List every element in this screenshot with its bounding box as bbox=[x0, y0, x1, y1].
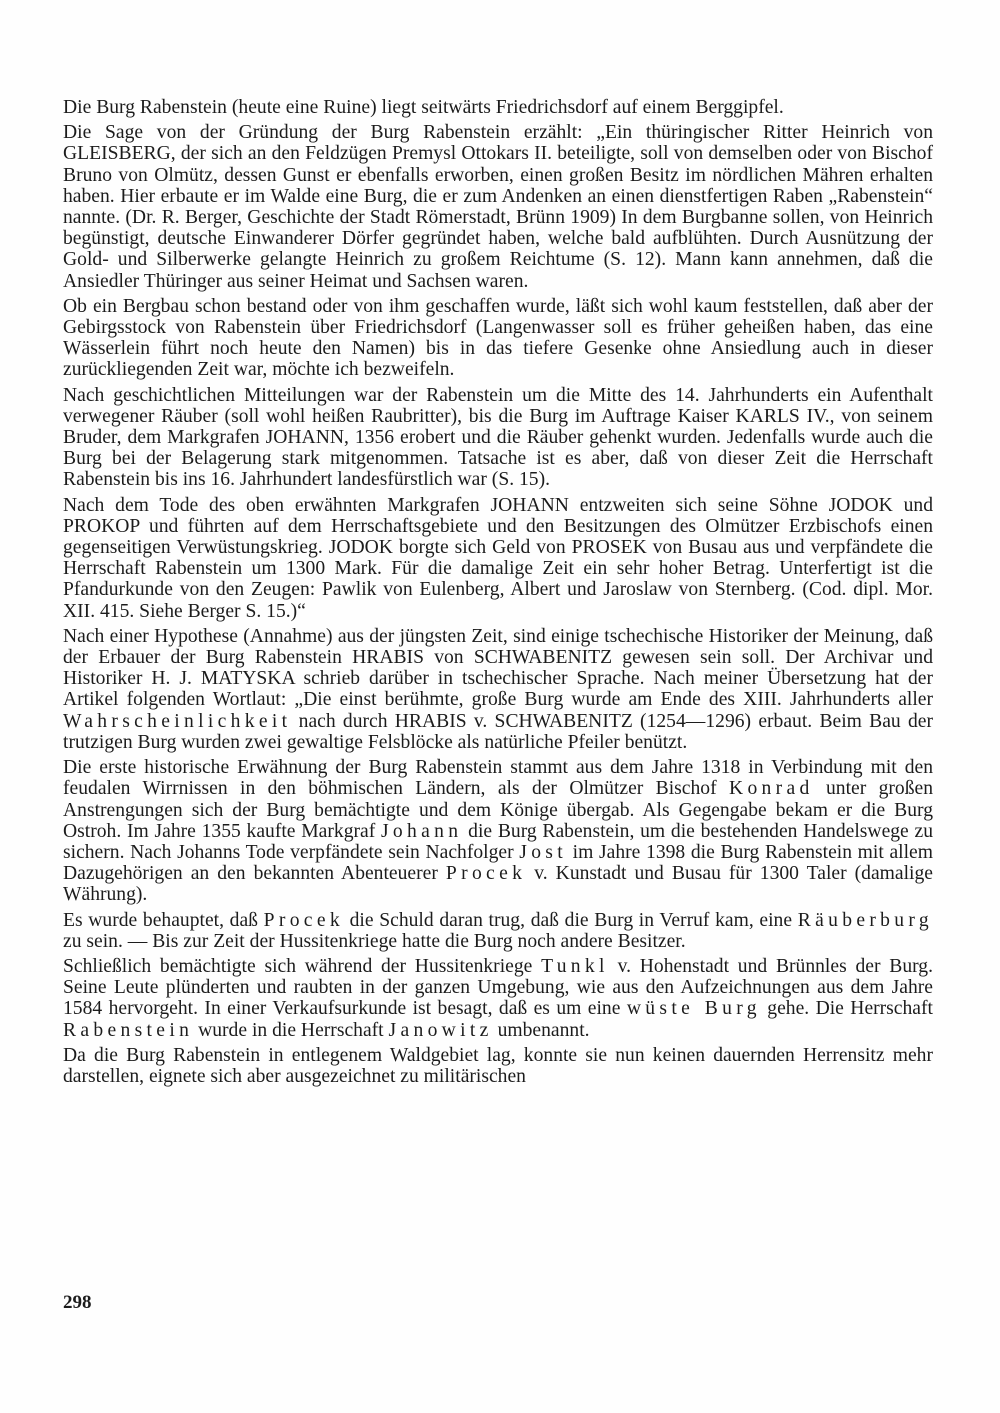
paragraph bbox=[63, 910, 933, 952]
paragraph bbox=[63, 1045, 933, 1087]
text-run: unter großen Anstrengungen sich der Burg bemächtigte und dem Könige übergab. Als Gegengabe bekam er die Burg Ostroh. Im Jahre 1355 kaufte Markgraf bbox=[63, 778, 934, 842]
spaced-emphasis: Räuberburg bbox=[797, 909, 933, 931]
spaced-emphasis: Janowitz bbox=[388, 1019, 493, 1041]
text-run: Es wurde behauptet, daß bbox=[63, 909, 264, 931]
body-text bbox=[63, 97, 933, 1091]
paragraph bbox=[63, 122, 933, 292]
spaced-emphasis: Wahrscheinlichkeit bbox=[63, 710, 292, 732]
text-run: Schließlich bemächtigte sich während der Hussitenkriege bbox=[63, 955, 542, 977]
text-run: Die erste historische Erwähnung der Burg Rabenstein stammt aus dem Jahre 1318 in Verbindung mit den feudalen Wirrnissen in den böhmischen Ländern, als der Olmützer Bischof bbox=[63, 757, 933, 800]
paragraph bbox=[63, 296, 933, 381]
text-run: Ob ein Bergbau schon bestand oder von ihm geschaffen wurde, läßt sich wohl kaum feststellen, daß aber der Gebirgsstock von Rabenstein über Friedrichsdorf (Langenwasser soll es früher geheißen haben, das eine Wässerlein führt noch heute den Namen) bis in das tiefere Gesenke ohne Ansiedlung auch in dieser zurückliegenden Zeit war, möchte ich bezweifeln. bbox=[63, 295, 933, 381]
paragraph bbox=[63, 97, 933, 118]
text-run: die Burg Rabenstein, um die bestehenden Handelswege zu sichern. Nach Johanns Tode verpfändete sein Nachfolger bbox=[63, 820, 934, 863]
text-run: Die Burg Rabenstein (heute eine Ruine) liegt seitwärts Friedrichsdorf auf einem Berggipfel. bbox=[63, 97, 784, 118]
text-run: nach durch HRABIS v. SCHWABENITZ (1254—1296) erbaut. Beim Bau der trutzigen Burg wurden zwei gewaltige Felsblöcke als natürliche Pfeiler benützt. bbox=[63, 710, 933, 753]
text-run: Da die Burg Rabenstein in entlegenem Waldgebiet lag, konnte sie nun keinen dauernden Herrensitz mehr darstellen, eignete sich aber ausgezeichnet zu militärischen bbox=[63, 1044, 933, 1087]
text-run: umbenannt. bbox=[492, 1019, 590, 1041]
text-run: Die Sage von der Gründung der Burg Rabenstein erzählt: „Ein thüringischer Ritter Heinrich von GLEISBERG, der sich an den Feldzügen Premysl Ottokars II. beteiligte, soll von demselben oder von Bischof Bruno von Olmütz, dessen Gunst er ebenfalls erworben, einen großen Besitz im nördlichen Mähren erhalten haben. Hier erbaute er im Walde eine Burg, die er zum Andenken an einen dienstfertigen Raben „Rabenstein“ nannte. (Dr. R. Berger, Geschichte der Stadt Römerstadt, Brünn 1909) In dem Burgbanne sollen, von Heinrich begünstigt, deutsche Einwanderer Dörfer gegründet haben, welche bald aufblühten. Durch Ausnützung der Gold- und Silberwerke gelangte Heinrich zu großem Reichtume (S. 12). Mann kann annehmen, daß die Ansiedler Thüringer aus seiner Heimat und Sachsen waren. bbox=[63, 122, 933, 292]
page-number: 298 bbox=[63, 1292, 92, 1313]
text-run: v. Hohenstadt und Brünnles der Burg. Seine Leute plünderten und raubten in der ganzen Umgebung, wie aus den Aufzeichnungen aus dem Jahre 1584 hervorgeht. In einer Verkaufsurkunde ist besagt, daß es um eine bbox=[63, 955, 933, 1020]
spaced-emphasis: wüste Burg bbox=[626, 998, 761, 1020]
text-run: Nach geschichtlichen Mitteilungen war der Rabenstein um die Mitte des 14. Jahrhunderts ein Aufenthalt verwegener Räuber (soll wohl heißen Raubritter), bis die Burg im Auftrage Kaiser KARLS IV., von seinem Bruder, dem Markgrafen JOHANN, 1356 erobert und die Räuber gehenkt wurden. Jedenfalls wurde auch die Burg bei der Belagerung stark mitgenommen. Tatsache ist es aber, daß von dieser Zeit die Herrschaft Rabenstein bis ins 16. Jahrhundert landesfürstlich war (S. 15). bbox=[63, 384, 933, 491]
text-run: Nach dem Tode des oben erwähnten Markgrafen JOHANN entzweiten sich seine Söhne JODOK und PROKOP und führten auf dem Herrschaftsgebiete und den Besitzungen des Olmützer Erzbischofs einen gegenseitigen Verwüstungskrieg. JODOK borgte sich Geld von PROSEK von Busau aus und verpfändete die Herrschaft Rabenstein um 1300 Mark. Für die damalige Zeit ein sehr hoher Betrag. Unterfertigt ist die Pfandurkunde von den Zeugen: Pawlik von Eulenberg, Albert und Jaroslaw von Sternberg. (Cod. dipl. Mor. XII. 415. Siehe Berger S. 15.)“ bbox=[63, 494, 933, 622]
text-run: im Jahre 1398 die Burg Rabenstein mit allem Dazugehörigen an den bekannten Abenteuerer bbox=[63, 841, 933, 885]
spaced-emphasis: Konrad bbox=[728, 778, 814, 800]
text-run: zu sein. — Bis zur Zeit der Hussitenkriege hatte die Burg noch andere Besitzer. bbox=[63, 930, 686, 952]
spaced-emphasis: Johann bbox=[381, 820, 463, 842]
spaced-emphasis: Procek bbox=[445, 863, 527, 885]
paragraph bbox=[63, 757, 933, 905]
spaced-emphasis: Tunkl bbox=[541, 955, 609, 977]
text-run: gehe. Die Herrschaft bbox=[760, 998, 933, 1020]
spaced-emphasis: Jost bbox=[519, 841, 568, 863]
paragraph bbox=[63, 385, 933, 491]
paragraph bbox=[63, 956, 933, 1041]
paragraph bbox=[63, 495, 933, 622]
text-run: v. Kunstadt und Busau für 1300 Taler (damalige Währung). bbox=[63, 863, 933, 906]
text-run: wurde in die Herrschaft bbox=[193, 1019, 389, 1041]
paragraph bbox=[63, 626, 933, 753]
spaced-emphasis: Rabenstein bbox=[63, 1019, 194, 1041]
text-run: Nach einer Hypothese (Annahme) aus der jüngsten Zeit, sind einige tschechische Historiker der Meinung, daß der Erbauer der Burg Rabenstein HRABIS von SCHWABENITZ gewesen sein soll. Der Archivar und Historiker H. J. MATYSKA schrieb darüber in tschechischer Sprache. Nach meiner Übersetzung hat der Artikel folgenden Wortlaut: „Die einst berühmte, große Burg wurde am Ende des XIII. Jahrhunderts aller bbox=[63, 625, 933, 711]
text-run: die Schuld daran trug, daß die Burg in Verruf kam, eine bbox=[343, 909, 798, 931]
spaced-emphasis: Procek bbox=[263, 909, 344, 931]
